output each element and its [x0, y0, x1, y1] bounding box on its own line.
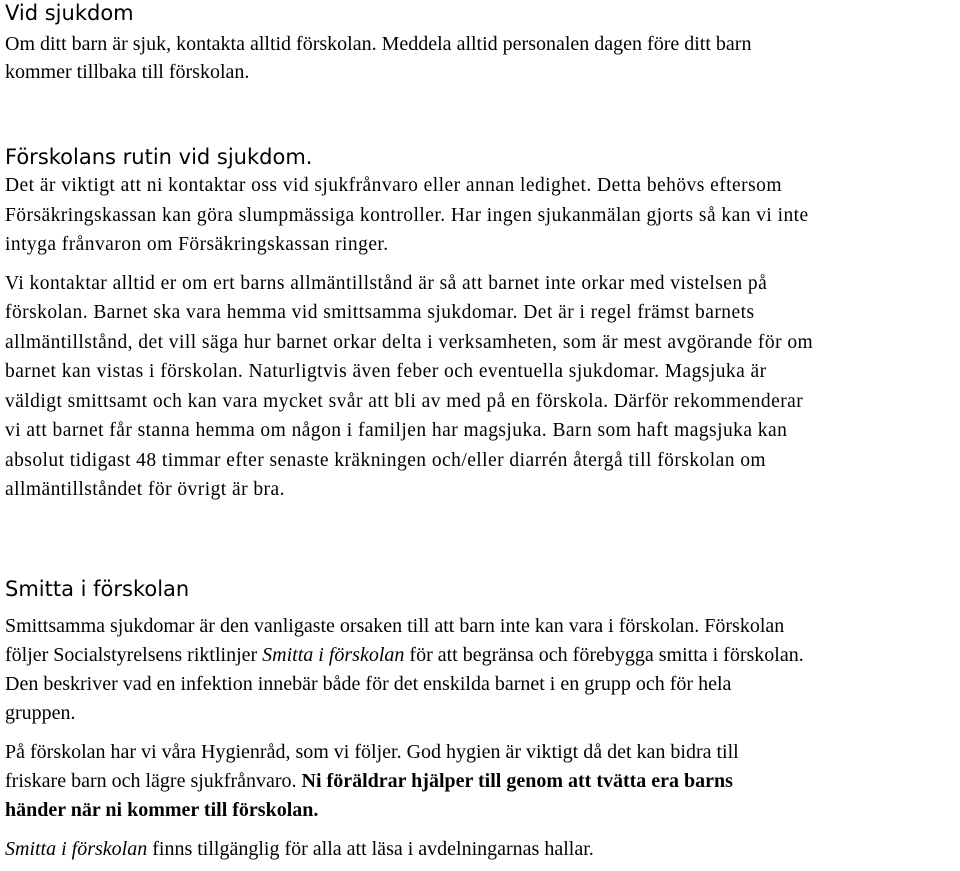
text-line: Försäkringskassan kan göra slumpmässiga kontroller. Har ingen sjukanmälan gjorts så kan vi inte — [5, 204, 809, 226]
document-title-reference: Smitta i förskolan — [5, 838, 148, 860]
section-forskolans-rutin — [5, 144, 813, 505]
paragraph — [5, 30, 751, 86]
text-span: finns tillgänglig för alla att läsa i avdelningarnas hallar. — [147, 838, 594, 860]
section-heading: Förskolans rutin vid sjukdom. — [5, 145, 313, 169]
text-span: friskare barn och lägre sjukfrånvaro. — [5, 770, 302, 792]
document-title-reference: Smitta i förskolan — [262, 644, 405, 666]
text-line — [5, 767, 804, 796]
text-line: På förskolan har vi våra Hygienråd, som vi följer. God hygien är viktigt då det kan bidra till — [5, 741, 739, 763]
text-line: gruppen. — [5, 702, 76, 724]
paragraph — [5, 738, 804, 825]
text-line — [5, 641, 804, 670]
text-line: Om ditt barn är sjuk, kontakta alltid förskolan. Meddela alltid personalen dagen före ditt barn — [5, 33, 752, 55]
text-span: följer Socialstyrelsens riktlinjer — [5, 644, 263, 666]
text-line: Smittsamma sjukdomar är den vanligaste orsaken till att barn inte kan vara i förskolan. Förskolan — [5, 615, 785, 637]
paragraph — [5, 835, 804, 864]
text-span: för att begränsa och förebygga smitta i förskolan. — [404, 644, 804, 666]
text-line — [5, 835, 804, 864]
text-line: vi att barnet får stanna hemma om någon i familjen har magsjuka. Barn som haft magsjuka kan — [5, 420, 788, 441]
text-line: barnet kan vistas i förskolan. Naturligtvis även feber och eventuella sjukdomar. Magsjuka är — [5, 361, 767, 382]
text-line: absolut tidigast 48 timmar efter senaste kräkningen och/eller diarrén återgå till förskolan om — [5, 449, 767, 471]
text-line: kommer tillbaka till förskolan. — [5, 61, 250, 83]
text-line: Den beskriver vad en infektion innebär både för det enskilda barnet i en grupp och för hela — [5, 673, 732, 695]
text-line: Det är viktigt att ni kontaktar oss vid sjukfrånvaro eller annan ledighet. Detta behövs eftersom — [5, 175, 782, 196]
emphasis-text: händer när ni kommer till förskolan. — [5, 799, 319, 821]
section-vid-sjukdom — [5, 0, 751, 86]
text-line: förskolan. Barnet ska vara hemma vid smittsamma sjukdomar. Det är i regel främst barnets — [5, 302, 755, 323]
text-line — [5, 796, 804, 825]
section-heading: Vid sjukdom — [5, 1, 134, 25]
emphasis-text: Ni föräldrar hjälper till genom att tvätta era barns — [301, 770, 733, 792]
text-line: väldigt smittsamt och kan vara mycket svår att bli av med på en förskola. Därför rekommenderar — [5, 390, 804, 412]
paragraph — [5, 269, 813, 505]
text-line: allmäntillståndet för övrigt är bra. — [5, 479, 285, 500]
paragraph — [5, 171, 813, 260]
text-line: intyga frånvaron om Försäkringskassan ringer. — [5, 234, 389, 255]
text-line: Vi kontaktar alltid er om ert barns allmäntillstånd är så att barnet inte orkar med vistelsen på — [5, 272, 768, 294]
text-line: allmäntillstånd, det vill säga hur barnet orkar delta i verksamheten, som är mest avgörande för om — [5, 331, 814, 353]
section-heading: Smitta i förskolan — [5, 577, 190, 601]
section-smitta-i-forskolan — [5, 576, 804, 864]
paragraph — [5, 612, 804, 728]
